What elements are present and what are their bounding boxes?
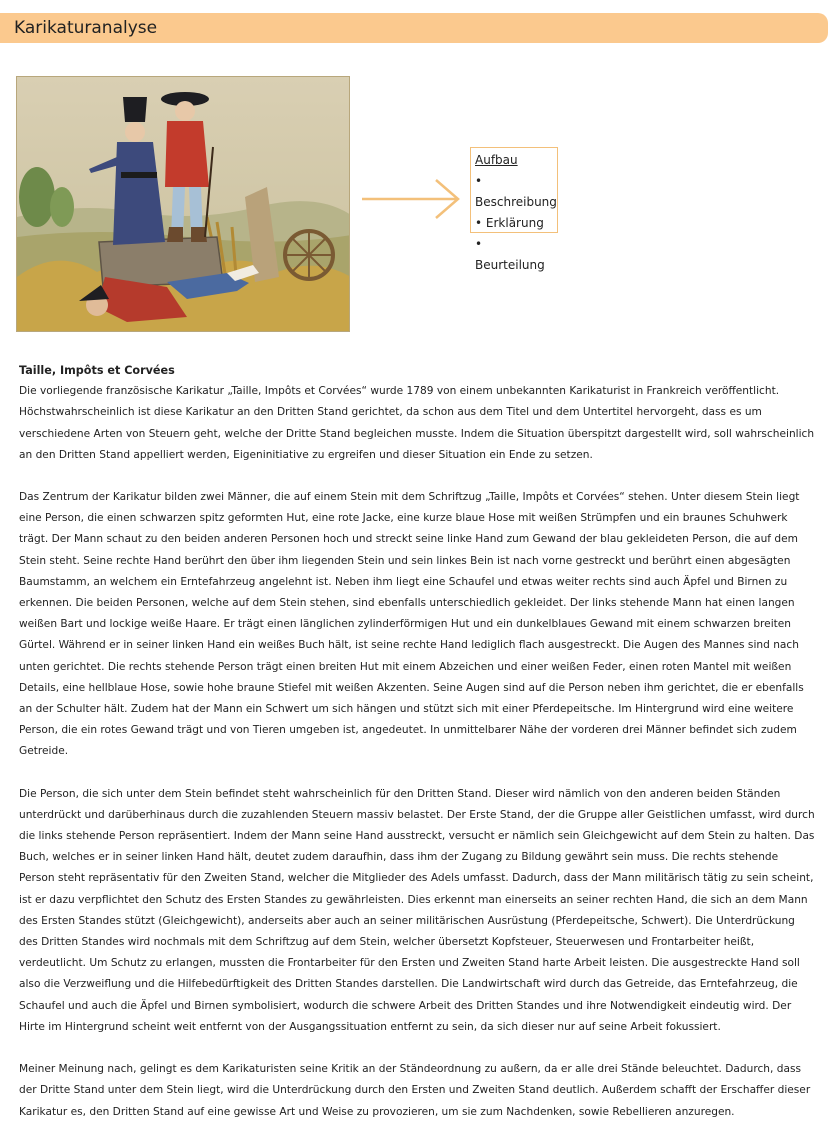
- arrow-right-icon: [362, 178, 462, 220]
- page-title: Karikaturanalyse: [14, 18, 158, 38]
- essay-title: Taille, Impôts et Corvées: [19, 364, 175, 377]
- structure-list: [475, 171, 557, 276]
- paragraph-explanation: Die Person, die sich unter dem Stein befindet steht wahrscheinlich für den Dritten Stand. Dieser wird nämlich von den anderen beiden Ständen unterdrückt und darüberhinaus durch die zuzahlenden Steuern massiv belastet. Der Erste Stand, der die Gruppe aller Geistlichen umfasst, wird durch die links stehende Person repräsentiert. Indem der Mann seine Hand ausstreckt, versucht er nämlich sein Gleichgewicht auf dem Stein zu halten. Das Buch, welches er in seiner linken Hand hält, deutet zudem daraufhin, dass ihm der Zugang zu Bildung gewährt sein muss. Die rechts stehende Person steht repräsentativ für den Zweiten Stand, welcher die Mitglieder des Adels umfasst. Dadurch, dass der Mann militärisch tätig zu sein scheint, ist er dazu verpflichtet den Schutz des Ersten Standes zu gewährleisten. Dies erkennt man einerseits an seiner rechten Hand, die sich an dem Mann des Ersten Standes stützt (Gleichgewicht), anderseits aber auch an seiner militärischen Ausrüstung (Pferdepeitsche, Schwert). Die Unterdrückung des Dritten Standes wird nochmals mit dem Schriftzug auf dem Stein, welcher übersetzt Kopfsteuer, Steuerwesen und Frontarbeiter heißt, verdeutlicht. Um Schutz zu erlangen, mussten die Frontarbeiter für den Ersten und Zweiten Stand harte Arbeit leisten. Die ausgestreckte Hand soll also die Verzweiflung und die Hilfebedürftigkeit des Dritten Standes darstellen. Die Landwirtschaft wird durch das Getreide, das Erntefahrzeug, die Schaufel und auch die Äpfel und Birnen symbolisiert, wodurch die schwere Arbeit des Dritten Standes und ihre Notwendigkeit eindeutig wird. Der Hirte im Hintergrund scheint weit entfernt von der Ausgangssituation entfernt zu sein, da sich dieser nur auf seine Arbeit fokussiert.: [19, 787, 815, 1033]
- paragraph-description: Das Zentrum der Karikatur bilden zwei Männer, die auf einem Stein mit dem Schriftzug „Taille, Impôts et Corvées“ stehen. Unter diesem Stein liegt eine Person, die einen schwarzen spitz geformten Hut, eine rote Jacke, eine kurze blaue Hose mit weißen Strümpfen und ein braunes Schuhwerk trägt. Der Mann schaut zu den beiden anderen Personen hoch und streckt seine linke Hand zum Gewand der blau gekleideten Person, die auf dem Stein steht. Seine rechte Hand berührt den über ihm liegenden Stein und sein linkes Bein ist nach vorne gestreckt und berührt einen abgesägten Baumstamm, an welchem ein Erntefahrzeug angelehnt ist. Neben ihm liegt eine Schaufel und etwas weiter rechts sind auch Äpfel und Birnen zu erkennen. Die beiden Personen, welche auf dem Stein stehen, sind ebenfalls unterschiedlich gekleidet. Der links stehende Mann hat einen langen weißen Bart und lockige weiße Haare. Er trägt einen länglichen zylinderförmigen Hut und ein dunkelblaues Gewand mit einem schwarzen breiten Gürtel. Während er in seiner linken Hand ein weißes Buch hält, ist seine rechte Hand lediglich flach ausgestreckt. Die Augen des Mannes sind nach unten gerichtet. Die rechts stehende Person trägt einen breiten Hut mit einem Abzeichen und einer weißen Feder, einen roten Mantel mit weißen Details, eine hellblaue Hose, sowie hohe braune Stiefel mit weißen Akzenten. Seine Augen sind auf die Person neben ihm gerichtet, die er ebenfalls an der Schulter hält. Zudem hat der Mann ein Schwert um sich hängen und stützt sich mit einer Pferdepeitsche. Im Hintergrund wird eine weitere Person, die ein rotes Gewand trägt und von Tieren umgeben ist, angedeutet. In unmittelbarer Nähe der vorderen drei Männer befindet sich zudem Getreide.: [19, 491, 804, 758]
- structure-item: • Erklärung: [475, 213, 553, 234]
- structure-item: • Beschreibung: [475, 171, 553, 213]
- essay-body: [19, 360, 815, 1144]
- paragraph-evaluation: Meiner Meinung nach, gelingt es dem Karikaturisten seine Kritik an der Ständeordnung zu außern, da er alle drei Stände beleuchtet. Dadurch, dass der Dritte Stand unter dem Stein liegt, wird die Unterdrückung durch den Ersten und Zweiten Stand deutlich. Außerdem schafft der Erschaffer dieser Karikatur es, den Dritten Stand auf eine gewisse Art und Weise zu provozieren, um sie zum Nachdenken, sowie Rebellieren anzuregen.: [19, 1063, 811, 1118]
- structure-box: [470, 147, 558, 272]
- structure-heading: Aufbau: [475, 153, 518, 167]
- paragraph-introduction: Die vorliegende französische Karikatur „Taille, Impôts et Corvées“ wurde 1789 von einem unbekannten Karikaturist in Frankreich veröffentlicht. Höchstwahrscheinlich ist diese Karikatur an den Dritten Stand gerichtet, da schon aus dem Titel und dem Untertitel hervorgeht, dass es um verschiedene Arten von Steuern geht, welche der Dritte Stand begleichen musste. Indem die Situation überspitzt dargestellt wird, soll wahrscheinlich an den Dritten Stand appelliert werden, Eigeninitiative zu ergreifen und dieser Situation ein Ende zu setzen.: [19, 385, 815, 461]
- caricature-illustration: [17, 77, 350, 332]
- caricature-image: [16, 76, 350, 332]
- title-bar: [0, 13, 828, 43]
- structure-item: • Beurteilung: [475, 234, 553, 276]
